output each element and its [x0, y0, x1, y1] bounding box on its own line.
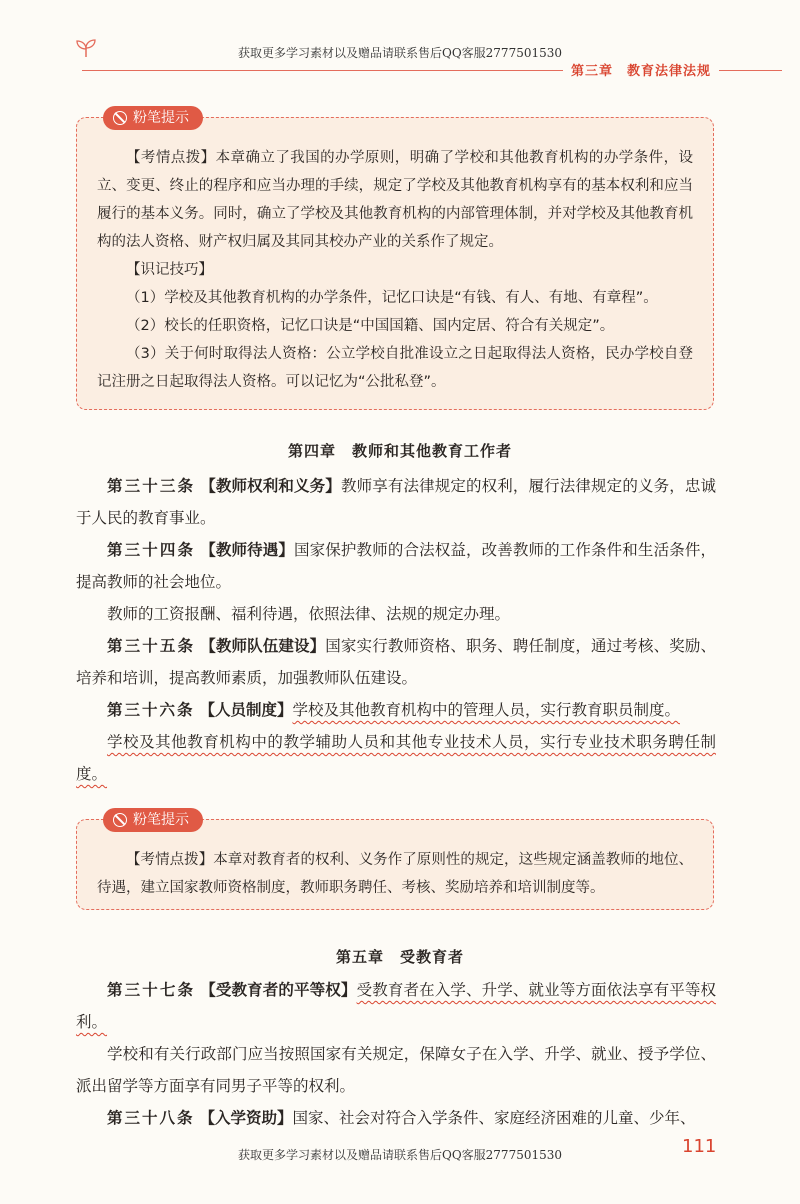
article-number: 第三十三条	[107, 477, 196, 495]
chapter-4-title: 第四章 教师和其他教育工作者	[287, 442, 512, 460]
chapter-5-title: 第五章 受教育者	[335, 948, 464, 966]
tip-paragraph: 【考情点拨】本章确立了我国的办学原则，明确了学校和其他教育机构的办学条件，设立、变更、终止的程序和应当办理的手续，规定了学校及其他教育机构享有的基本权利和应当履行的基本义务。同时，确立了学校及其他教育机构的内部管理体制，并对学校及其他教育机构的法人资格、财产权归属及其同其校办产业的关系作了规定。	[97, 150, 693, 250]
article-33	[76, 470, 716, 534]
article-text-underlined: 学校及其他教育机构中的教学辅助人员和其他专业技术人员，实行专业技术职务聘任制度。	[76, 733, 716, 783]
article-34-paragraph-2: 教师的工资报酬、福利待遇，依照法律、法规的规定办理。	[107, 605, 511, 623]
article-text: 教师享有法律规定的权利，履行法律规定的义务，忠诚于人民的教育事业。	[76, 477, 716, 527]
article-heading: 【教师待遇】	[200, 541, 295, 559]
article-38	[76, 1102, 716, 1134]
article-number: 第三十七条	[107, 981, 196, 999]
article-35	[76, 630, 716, 694]
article-36-paragraph-2	[76, 726, 716, 790]
tip-label-text: 粉笔提示	[133, 110, 189, 126]
chapter-4-body	[76, 470, 716, 790]
prohibited-icon	[113, 813, 127, 827]
tip-paragraph: 【识记技巧】	[126, 262, 213, 278]
page-number: 111	[682, 1136, 717, 1157]
tip-paragraph: 【考情点拨】本章对教育者的权利、义务作了原则性的规定，这些规定涵盖教师的地位、待遇，建立国家教师资格制度，教师职务聘任、考核、奖励培养和培训制度等。	[97, 852, 693, 896]
tip-box-chapter3	[76, 110, 714, 410]
article-text-underlined: 受教育者在入学、升学、就业等方面依法享有平等权利。	[76, 981, 716, 1031]
article-text: 国家实行教师资格、职务、聘任制度，通过考核、奖励、培养和培训，提高教师素质，加强教师队伍建设。	[76, 637, 716, 687]
running-chapter-title: 第三章 教育法律法规	[563, 60, 719, 79]
article-text: 国家保护教师的合法权益，改善教师的工作条件和生活条件，提高教师的社会地位。	[76, 541, 716, 591]
article-number: 第三十四条	[107, 541, 196, 559]
tip-label	[103, 808, 203, 832]
prohibited-icon	[113, 111, 127, 125]
article-number: 第三十六条	[107, 701, 195, 719]
article-heading: 【教师队伍建设】	[200, 637, 326, 655]
article-heading: 【教师权利和义务】	[200, 477, 341, 495]
chapter-5-body	[76, 974, 716, 1134]
tip-paragraph: （2）校长的任职资格，记忆口诀是“中国国籍、国内定居、符合有关规定”。	[126, 318, 615, 334]
tip-label-text: 粉笔提示	[133, 812, 189, 828]
article-heading: 【受教育者的平等权】	[200, 981, 357, 999]
tip-box-chapter4	[76, 812, 714, 910]
article-heading: 【入学资助】	[199, 1109, 293, 1127]
tip-paragraph: （3）关于何时取得法人资格：公立学校自批准设立之日起取得法人资格，民办学校自登记注册之日起取得法人资格。可以记忆为“公批私登”。	[97, 346, 693, 390]
article-text: 国家、社会对符合入学条件、家庭经济困难的儿童、少年、	[292, 1109, 696, 1127]
article-34	[76, 534, 716, 598]
article-text-underlined: 学校及其他教育机构中的管理人员，实行教育职员制度。	[292, 701, 680, 719]
article-37-paragraph-2: 学校和有关行政部门应当按照国家有关规定，保障女子在入学、升学、就业、授予学位、派出留学等方面享有同男子平等的权利。	[76, 1045, 716, 1095]
article-36	[76, 694, 716, 726]
tip-paragraph: （1）学校及其他教育机构的办学条件，记忆口诀是“有钱、有人、有地、有章程”。	[126, 290, 658, 306]
tip-label	[103, 106, 203, 130]
bottom-contact-note: 获取更多学习素材以及赠品请联系售后QQ客服2777501530	[237, 1148, 563, 1162]
article-number: 第三十八条	[107, 1109, 195, 1127]
article-heading: 【人员制度】	[199, 701, 293, 719]
top-contact-note: 获取更多学习素材以及赠品请联系售后QQ客服2777501530	[237, 46, 563, 60]
article-37	[76, 974, 716, 1038]
article-number: 第三十五条	[107, 637, 196, 655]
